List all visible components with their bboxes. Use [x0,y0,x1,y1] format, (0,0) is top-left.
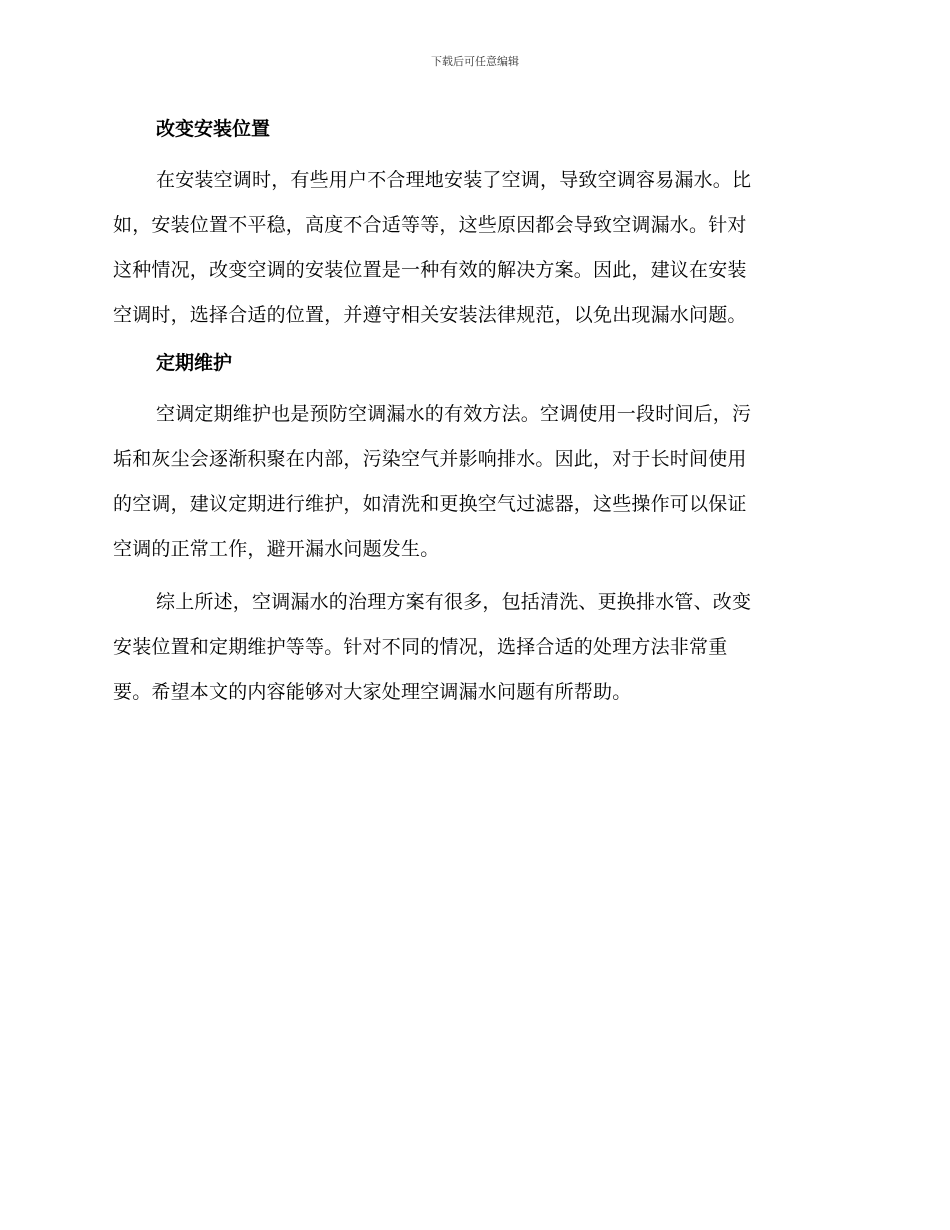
page-header: 下载后可任意编辑 [431,55,519,68]
paragraph-maintenance [113,392,829,572]
paragraph-line: 综上所述，空调漏水的治理方案有很多，包括清洗、更换排水管、改变 [156,591,752,613]
paragraph-conclusion [113,580,829,715]
paragraph-install-position [113,158,829,338]
section-heading-maintenance: 定期维护 [156,352,233,374]
section-heading-install-position: 改变安装位置 [156,118,271,140]
paragraph-line: 这种情况，改变空调的安装位置是一种有效的解决方案。因此，建议在安装 [113,259,747,281]
paragraph-line: 如，安装位置不平稳，高度不合适等等，这些原因都会导致空调漏水。针对 [113,214,747,236]
paragraph-line: 空调时，选择合适的位置，并遵守相关安装法律规范，以免出现漏水问题。 [113,304,747,326]
paragraph-line: 的空调，建议定期进行维护，如清洗和更换空气过滤器，这些操作可以保证 [113,493,747,515]
paragraph-line: 垢和灰尘会逐渐积聚在内部，污染空气并影响排水。因此，对于长时间使用 [113,448,747,470]
paragraph-line: 在安装空调时，有些用户不合理地安装了空调，导致空调容易漏水。比 [156,169,752,191]
paragraph-line: 要。希望本文的内容能够对大家处理空调漏水问题有所帮助。 [113,681,632,703]
paragraph-line: 空调的正常工作，避开漏水问题发生。 [113,538,440,560]
paragraph-line: 空调定期维护也是预防空调漏水的有效方法。空调使用一段时间后，污 [156,403,752,425]
document-body [113,112,829,723]
paragraph-line: 安装位置和定期维护等等。针对不同的情况，选择合适的处理方法非常重 [113,636,728,658]
